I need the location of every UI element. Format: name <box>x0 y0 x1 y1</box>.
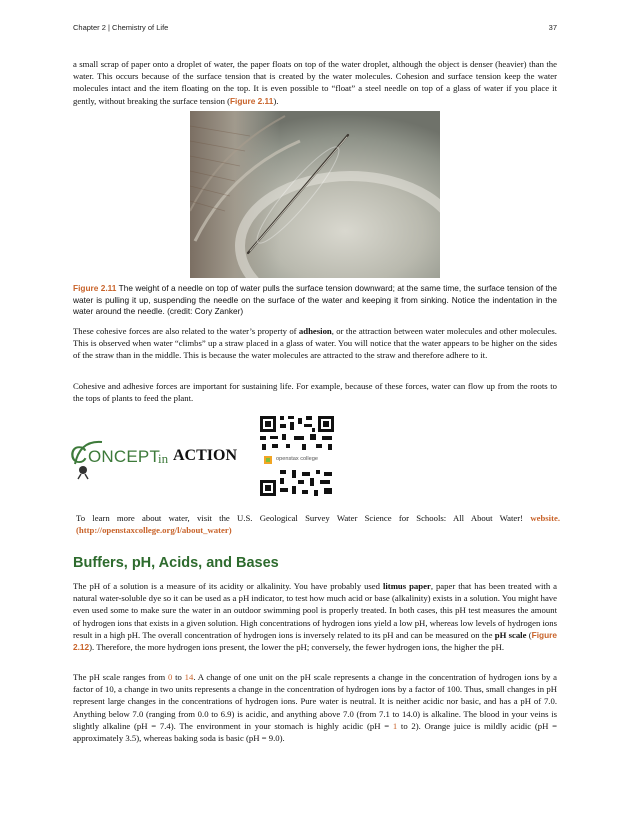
ph-text-4: ). Therefore, the more hydrogen ions present, the lower the pH; conversely, the fewer hydrogen ions, the higher the pH. <box>89 642 505 653</box>
intro-text: a small scrap of paper onto a droplet of water, the paper floats on top of the water droplet, although the object is denser (heavier) than the water. This occurs because of the surface tension that is created by the water molecules. Cohesion and surface tension keep the water molecules intact and the item floating on the top. It is even possible to “float” a steel needle on top of a glass of water if you place it gently, without breaking the surface tension ( <box>73 59 557 106</box>
figure-2-11-caption <box>73 283 557 318</box>
scale-num-0: 0 <box>167 672 173 682</box>
running-header-chapter: Chapter 2 | Chemistry of Life <box>73 23 169 32</box>
intro-end: ). <box>273 95 279 106</box>
concept-action: ACTION <box>173 447 238 464</box>
qr-brand-label: openstax college <box>276 456 318 462</box>
adhesion-text-before: These cohesive forces are also related to the water’s property of <box>73 326 299 336</box>
action-text-body: To learn more about water, visit the U.S. Geological Survey Water Science for Schools: All About Water! <box>76 513 531 523</box>
scale-num-14: 14 <box>184 672 194 682</box>
scale-text-b: to <box>172 672 185 682</box>
ph-scale-paragraph <box>73 671 557 744</box>
scale-num-1: 1 <box>392 720 398 731</box>
figure-caption-text: The weight of a needle on top of water pulls the surface tension downward; at the same time, the surface tension of the water is pulling it up, suspending the needle on the surface of the water and keeping it from sinking. Notice the indentation in the water around the needle. (credit: Cory Zanker) <box>73 283 557 317</box>
concept-c: C <box>70 442 88 469</box>
adhesion-paragraph <box>73 325 557 362</box>
concept-in: in <box>158 451 169 466</box>
figure-label: Figure 2.11 <box>73 283 117 293</box>
running-header-page-number: 37 <box>548 23 557 32</box>
concept-in-action-logo <box>70 434 240 480</box>
concept-in-action-text <box>73 512 560 536</box>
figure-2-11-link[interactable]: Figure 2.11 <box>229 95 274 106</box>
ph-scale-term: pH scale <box>494 629 527 640</box>
concept-word: ONCEPT <box>88 447 161 466</box>
ph-text-2: , paper that has been treated with a natural water-soluble dye so it can be used as a pH indicator, to test how much acid or base (alkalinity) exists in a solution. You might have even used some to make sure the water in an outdoor swimming pool is properly treated. In both cases, this pH test measures the amount of hydrogen ions that exists in a given solution. High concentrations of hydrogen ions yield a low pH, whereas low levels of hydrogen ions result in a high pH. The overall concentration of hydrogen ions is inversely related to its pH and can be measured on the <box>73 581 558 640</box>
about-water-link[interactable]: website. (http://openstaxcollege.org/l/about_water) <box>76 513 560 536</box>
ph-text-1: The pH of a solution is a measure of its acidity or alkalinity. You have probably used <box>73 581 383 591</box>
adhesion-text-after: , or the attraction between water molecules and other molecules. This is observed when water “climbs” up a straw placed in a glass of water. You will notice that the water appears to be higher on the sides of the straw than in the middle. This is because the water molecules are attracted to the straw and therefore adhere to it. <box>73 326 557 361</box>
adhesion-term: adhesion <box>298 326 332 336</box>
intro-paragraph <box>73 58 557 107</box>
section-heading: Buffers, pH, Acids, and Bases <box>73 555 279 571</box>
figure-2-12-link[interactable]: Figure 2.12 <box>73 629 557 653</box>
ph-text-3: ( <box>526 629 532 640</box>
scale-text-c: . A change of one unit on the pH scale represents a change in the concentration of hydrogen ions by a factor of 10, a change in two units represents a change in the concentration of hydrogen ions by a factor of 100. Thus, small changes in pH represent large changes in the concentrations of hydrogen ions. Pure water is neutral. It is neither acidic nor basic, and has a pH of 7.0. Anything below 7.0 (ranging from 0.0 to 6.9) is acidic, and anything above 7.0 (from 7.1 to 14.0) is alkaline. The blood in your veins is slightly alkaline (pH = 7.4). The environment in your stomach is highly acidic (pH = <box>73 672 557 731</box>
forces-paragraph: Cohesive and adhesive forces are important for sustaining life. For example, because of these forces, water can flow up from the roots to the tops of plants to feed the plant. <box>73 381 557 404</box>
scale-text-a: The pH scale ranges from <box>73 672 168 682</box>
needle-on-water-photo <box>190 111 440 278</box>
qr-code[interactable] <box>258 414 336 498</box>
litmus-paper-term: litmus paper <box>382 581 431 591</box>
scale-text-d: to 2). Orange juice is mildly acidic (pH = approximately 3.5), whereas baking soda is basic (pH = 9.0). <box>73 720 557 744</box>
ph-paragraph <box>73 580 557 653</box>
